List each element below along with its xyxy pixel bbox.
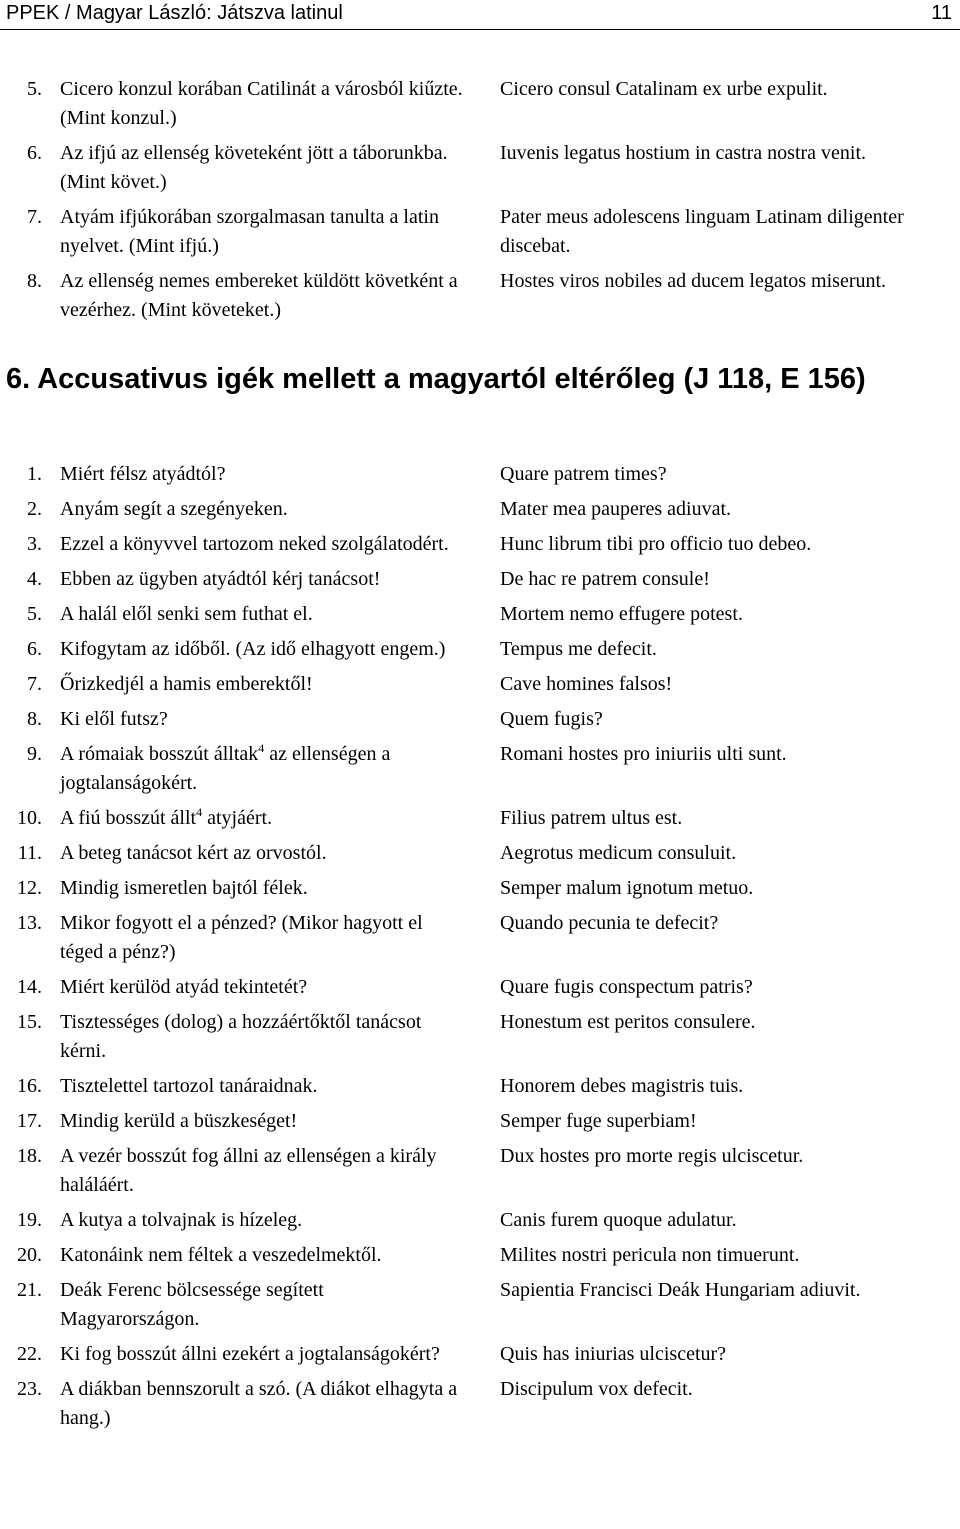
list-item: [0, 670, 960, 699]
header-rule: [0, 29, 960, 30]
latin-sentence: Quare fugis conspectum patris?: [500, 976, 753, 998]
hungarian-sentence: A fiú bosszút állt$^4$ atyjáért.: [60, 805, 273, 829]
list-item: [0, 804, 960, 833]
latin-sentence: Cicero consul Catalinam ex urbe expulit.: [500, 78, 828, 100]
latin-sentence: Discipulum vox defecit.: [500, 1378, 693, 1400]
latin-sentence: Quem fugis?: [500, 708, 603, 730]
hungarian-sentence: A rómaiak bosszút álltak$^4$ az ellenségen a jogtalanságokért.: [60, 741, 391, 794]
item-number: 10.: [17, 807, 42, 829]
latin-sentence: Cave homines falsos!: [500, 673, 673, 695]
latin-sentence: Quando pecunia te defecit?: [500, 912, 719, 934]
list-item: [0, 1107, 960, 1136]
latin-sentence: De hac re patrem consule!: [500, 568, 710, 590]
item-number: 14.: [17, 976, 42, 998]
hungarian-sentence: Mindig kerüld a büszkeséget!: [60, 1110, 298, 1132]
item-number: 8.: [27, 270, 42, 292]
footnote-ref: 4: [196, 805, 203, 819]
item-number: 4.: [27, 568, 42, 590]
latin-sentence: Tempus me defecit.: [500, 638, 657, 660]
hungarian-sentence: Miért félsz atyádtól?: [60, 463, 226, 485]
hungarian-sentence: Tisztelettel tartozol tanáraidnak.: [60, 1075, 318, 1097]
latin-sentence: Dux hostes pro morte regis ulciscetur.: [500, 1145, 804, 1167]
list-item: [0, 495, 960, 524]
item-number: 19.: [17, 1209, 42, 1231]
list-item: [0, 565, 960, 594]
hungarian-sentence: Anyám segít a szegényeken.: [60, 498, 288, 520]
latin-sentence: Iuvenis legatus hostium in castra nostra venit.: [500, 142, 867, 164]
hungarian-sentence: A diákban bennszorult a szó. (A diákot elhagyta a hang.): [60, 1378, 458, 1429]
item-number: 8.: [27, 708, 42, 730]
list-item: [0, 75, 960, 133]
item-number: 7.: [27, 673, 42, 695]
item-number: 11.: [17, 842, 42, 864]
list-item: [0, 874, 960, 903]
latin-sentence: Milites nostri pericula non timuerunt.: [500, 1244, 800, 1266]
latin-sentence: Semper malum ignotum metuo.: [500, 877, 754, 899]
latin-sentence: Mater mea pauperes adiuvat.: [500, 498, 732, 520]
footnote-ref: 4: [258, 741, 265, 755]
item-number: 16.: [17, 1075, 42, 1097]
list-item: [0, 740, 960, 798]
latin-sentence: Pater meus adolescens linguam Latinam diligenter discebat.: [500, 206, 904, 257]
hungarian-sentence: Tisztességes (dolog) a hozzáértőktől tanácsot kérni.: [60, 1011, 422, 1062]
item-number: 22.: [17, 1343, 42, 1365]
hungarian-sentence: Ezzel a könyvvel tartozom neked szolgálatodért.: [60, 533, 449, 555]
list-item: [0, 1142, 960, 1200]
list-item: [0, 1276, 960, 1334]
section-heading: 6. Accusativus igék mellett a magyartól eltérőleg (J 118, E 156): [6, 363, 866, 395]
hungarian-sentence: Az ellenség nemes embereket küldött követként a vezérhez. (Mint követeket.): [60, 270, 458, 321]
latin-sentence: Hostes viros nobiles ad ducem legatos miserunt.: [500, 270, 887, 292]
list-item: [0, 1340, 960, 1369]
item-number: 3.: [27, 533, 42, 555]
section-6-list: [0, 460, 960, 1433]
hungarian-sentence: Atyám ifjúkorában szorgalmasan tanulta a latin nyelvet. (Mint ifjú.): [60, 206, 439, 257]
item-number: 5.: [27, 78, 42, 100]
item-number: 20.: [17, 1244, 42, 1266]
list-item: [0, 909, 960, 967]
list-item: [0, 1241, 960, 1270]
item-number: 7.: [27, 206, 42, 228]
hungarian-sentence: A vezér bosszút fog állni az ellenségen a király haláláért.: [60, 1145, 437, 1196]
hungarian-sentence: Ki fog bosszút állni ezekért a jogtalanságokért?: [60, 1343, 440, 1365]
hungarian-sentence: Katonáink nem féltek a veszedelmektől.: [60, 1244, 382, 1266]
list-item: [0, 139, 960, 197]
item-number: 6.: [27, 638, 42, 660]
latin-sentence: Quis has iniurias ulciscetur?: [500, 1343, 727, 1365]
latin-sentence: Canis furem quoque adulatur.: [500, 1209, 737, 1231]
list-item: [0, 1206, 960, 1235]
latin-sentence: Hunc librum tibi pro officio tuo debeo.: [500, 533, 812, 555]
item-number: 2.: [27, 498, 42, 520]
page-header: [0, 0, 960, 30]
hungarian-sentence: Deák Ferenc bölcsessége segített Magyarországon.: [60, 1279, 324, 1330]
latin-sentence: Semper fuge superbiam!: [500, 1110, 697, 1132]
hungarian-sentence: Mikor fogyott el a pénzed? (Mikor hagyott el téged a pénz?): [60, 912, 423, 963]
item-number: 5.: [27, 603, 42, 625]
list-item: [0, 635, 960, 664]
hungarian-sentence: Mindig ismeretlen bajtól félek.: [60, 877, 308, 899]
list-item: [0, 1375, 960, 1433]
item-number: 13.: [17, 912, 42, 934]
hungarian-sentence: Őrizkedjél a hamis emberektől!: [60, 673, 313, 695]
item-number: 12.: [17, 877, 42, 899]
hungarian-sentence: Az ifjú az ellenség követeként jött a táborunkba. (Mint követ.): [60, 142, 448, 193]
section-5-list: [0, 75, 960, 325]
hungarian-sentence: Ebben az ügyben atyádtól kérj tanácsot!: [60, 568, 381, 590]
item-number: 1.: [27, 463, 42, 485]
hungarian-sentence: Miért kerülöd atyád tekintetét?: [60, 976, 308, 998]
list-item: [0, 1072, 960, 1101]
list-item: [0, 530, 960, 559]
latin-sentence: Filius patrem ultus est.: [500, 807, 683, 829]
latin-sentence: Honestum est peritos consulere.: [500, 1011, 756, 1033]
list-item: [0, 203, 960, 261]
list-item: [0, 460, 960, 489]
item-number: 18.: [17, 1145, 42, 1167]
item-number: 23.: [17, 1378, 42, 1400]
item-number: 17.: [17, 1110, 42, 1132]
latin-sentence: Honorem debes magistris tuis.: [500, 1075, 744, 1097]
page-number: 11: [931, 2, 952, 24]
hungarian-sentence: A beteg tanácsot kért az orvostól.: [60, 842, 327, 864]
header-title: PPEK / Magyar László: Játszva latinul: [6, 2, 343, 24]
list-item: [0, 600, 960, 629]
item-number: 21.: [17, 1279, 42, 1301]
latin-sentence: Aegrotus medicum consuluit.: [500, 842, 737, 864]
latin-sentence: Sapientia Francisci Deák Hungariam adiuvit.: [500, 1279, 861, 1301]
item-number: 9.: [27, 743, 42, 765]
item-number: 6.: [27, 142, 42, 164]
hungarian-sentence: A kutya a tolvajnak is hízeleg.: [60, 1209, 303, 1231]
hungarian-sentence: Ki elől futsz?: [60, 708, 168, 730]
hungarian-sentence: Kifogytam az időből. (Az idő elhagyott engem.): [60, 638, 446, 660]
list-item: [0, 1008, 960, 1066]
list-item: [0, 973, 960, 1002]
latin-sentence: Mortem nemo effugere potest.: [500, 603, 743, 625]
hungarian-sentence: A halál elől senki sem futhat el.: [60, 603, 313, 625]
latin-sentence: Romani hostes pro iniuriis ulti sunt.: [500, 743, 787, 765]
latin-sentence: Quare patrem times?: [500, 463, 667, 485]
list-item: [0, 267, 960, 325]
list-item: [0, 839, 960, 868]
hungarian-sentence: Cicero konzul korában Catilinát a városból kiűzte. (Mint konzul.): [60, 78, 463, 129]
item-number: 15.: [17, 1011, 42, 1033]
list-item: [0, 705, 960, 734]
